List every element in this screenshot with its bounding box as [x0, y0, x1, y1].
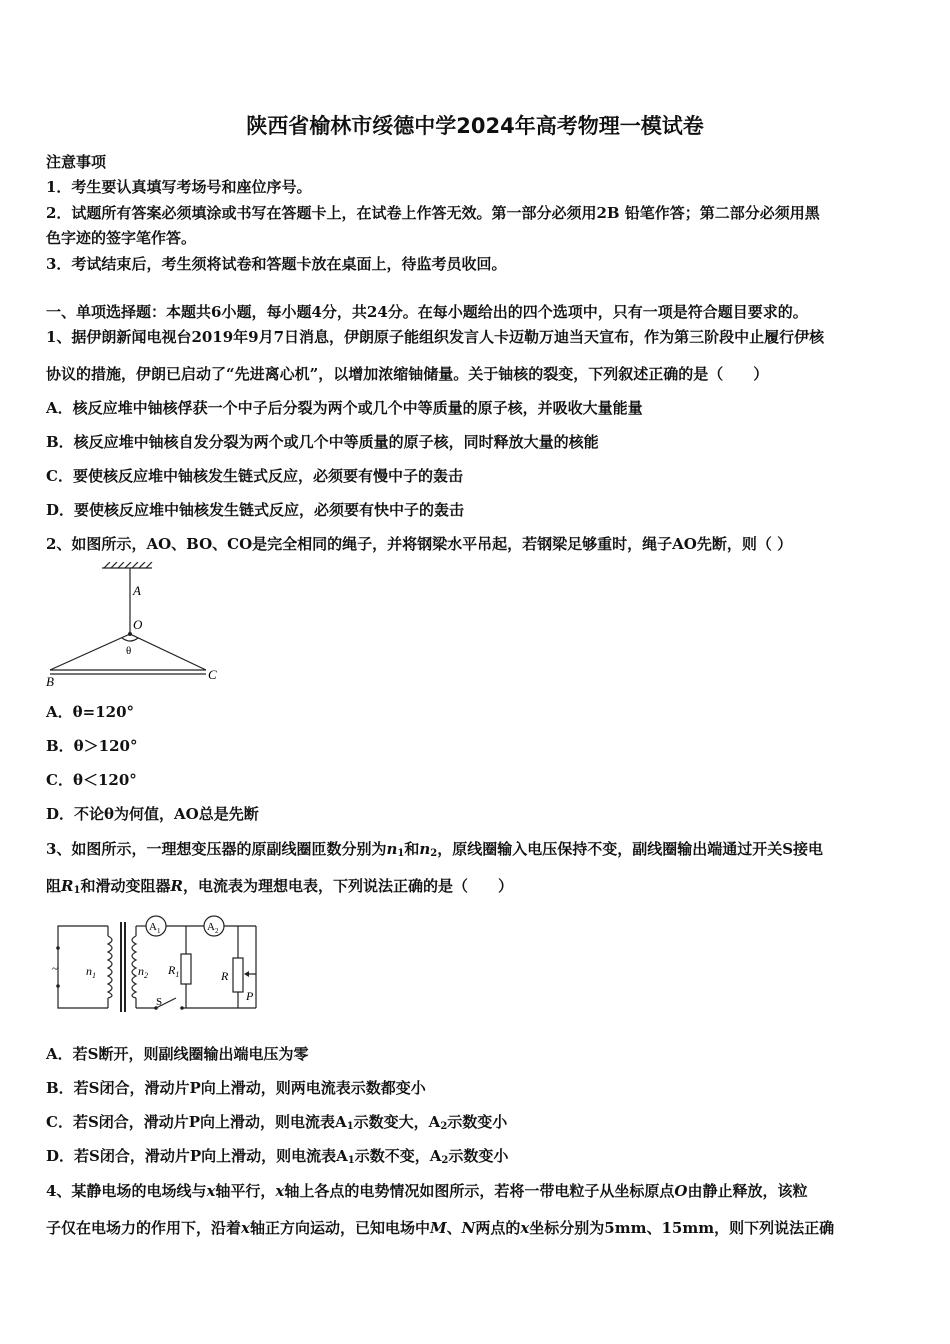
q3-option-c: C．若S闭合，滑动片P向上滑动，则电流表$A_1$示数变大，$A_2$示数变小 — [46, 1113, 508, 1132]
ammeter-a2: $A_2$ — [207, 921, 219, 935]
n2-label: $n_2$ — [138, 964, 148, 980]
q3-transformer-circuit — [48, 908, 278, 1018]
q2-rope-figure — [40, 562, 240, 692]
q1-option-a: A．核反应堆中铀核俘获一个中子后分裂为两个或几个中等质量的原子核，并吸收大量能量 — [46, 399, 643, 417]
label-c: C — [208, 667, 217, 682]
q2-option-b: B．θ＞120° — [46, 737, 138, 755]
q4-stem: 4、某静电场的电场线与x轴平行，x轴上各点的电势情况如图所示，若将一带电粒子从坐标原点O由静止释放，该粒 — [46, 1182, 808, 1200]
label-b: B — [46, 674, 54, 689]
q3-stem: 3、如图所示，一理想变压器的原副线圈匝数分别为$n_1$和$n_2$，原线圈输入电压保持不变，副线圈输出端通过开关S接电 — [46, 840, 824, 859]
notice-item: 2．试题所有答案必须填涂或书写在答题卡上，在试卷上作答无效。第一部分必须用2B 铅笔作答；第二部分必须用黑 — [46, 204, 820, 222]
q1-option-d: D．要使核反应堆中铀核发生链式反应，必须要有快中子的轰击 — [46, 501, 465, 519]
q2-option-a: A．θ=120° — [46, 703, 135, 721]
q2-option-d: D．不论θ为何值，AO总是先断 — [46, 805, 259, 823]
label-theta: θ — [126, 645, 132, 657]
q3-option-b: B．若S闭合，滑动片P向上滑动，则两电流表示数都变小 — [46, 1079, 426, 1097]
q2-option-c: C．θ＜120° — [46, 771, 137, 789]
section-heading: 一、单项选择题：本题共6小题，每小题4分，共24分。在每小题给出的四个选项中，只有一项是符合题目要求的。 — [46, 303, 808, 321]
notice-item: 3．考试结束后，考生须将试卷和答题卡放在桌面上，待监考员收回。 — [46, 255, 507, 273]
r1-label: $R_1$ — [168, 963, 180, 979]
notice-item: 1．考生要认真填写考场号和座位序号。 — [46, 178, 312, 196]
label-a: A — [133, 583, 141, 598]
q3-option-d: D．若S闭合，滑动片P向上滑动，则电流表$A_1$示数不变，$A_2$示数变小 — [46, 1147, 509, 1166]
q3-stem: 阻$R_1$和滑动变阻器R，电流表为理想电表，下列说法正确的是（ ） — [46, 877, 513, 896]
ac-source-symbol: ~ — [52, 963, 58, 975]
p-label: P — [246, 989, 254, 1003]
q1-stem: 1、据伊朗新闻电视台2019年9月7日消息，伊朗原子能组织发言人卡迈勒万迪当天宣布，作为第三阶段中止履行伊核 — [46, 328, 825, 346]
q1-option-b: B．核反应堆中铀核自发分裂为两个或几个中等质量的原子核，同时释放大量的核能 — [46, 433, 599, 451]
notice-item: 色字迹的签字笔作答。 — [46, 229, 197, 247]
q1-option-c: C．要使核反应堆中铀核发生链式反应，必须要有慢中子的轰击 — [46, 467, 463, 485]
exam-title: 陕西省榆林市绥德中学2024年高考物理一模试卷 — [246, 114, 704, 138]
q3-option-a: A．若S断开，则副线圈输出端电压为零 — [46, 1045, 309, 1063]
q2-stem: 2、如图所示，AO、BO、CO是完全相同的绳子，并将钢梁水平吊起，若钢梁足够重时，绳子AO先断，则（ ） — [46, 535, 793, 553]
ammeter-a1: $A_1$ — [149, 921, 161, 935]
n1-label: $n_1$ — [86, 964, 96, 980]
r-label: R — [221, 969, 229, 983]
notice-heading: 注意事项 — [46, 153, 107, 171]
switch-label: S — [156, 996, 163, 1008]
q4-stem: 子仅在电场力的作用下，沿着x轴正方向运动，已知电场中M、N两点的x坐标分别为5mm、15mm，则下列说法正确 — [46, 1219, 835, 1237]
label-o: O — [133, 617, 143, 632]
q1-stem: 协议的措施，伊朗已启动了“先进离心机”，以增加浓缩铀储量。关于铀核的裂变，下列叙述正确的是（ ） — [46, 365, 769, 383]
